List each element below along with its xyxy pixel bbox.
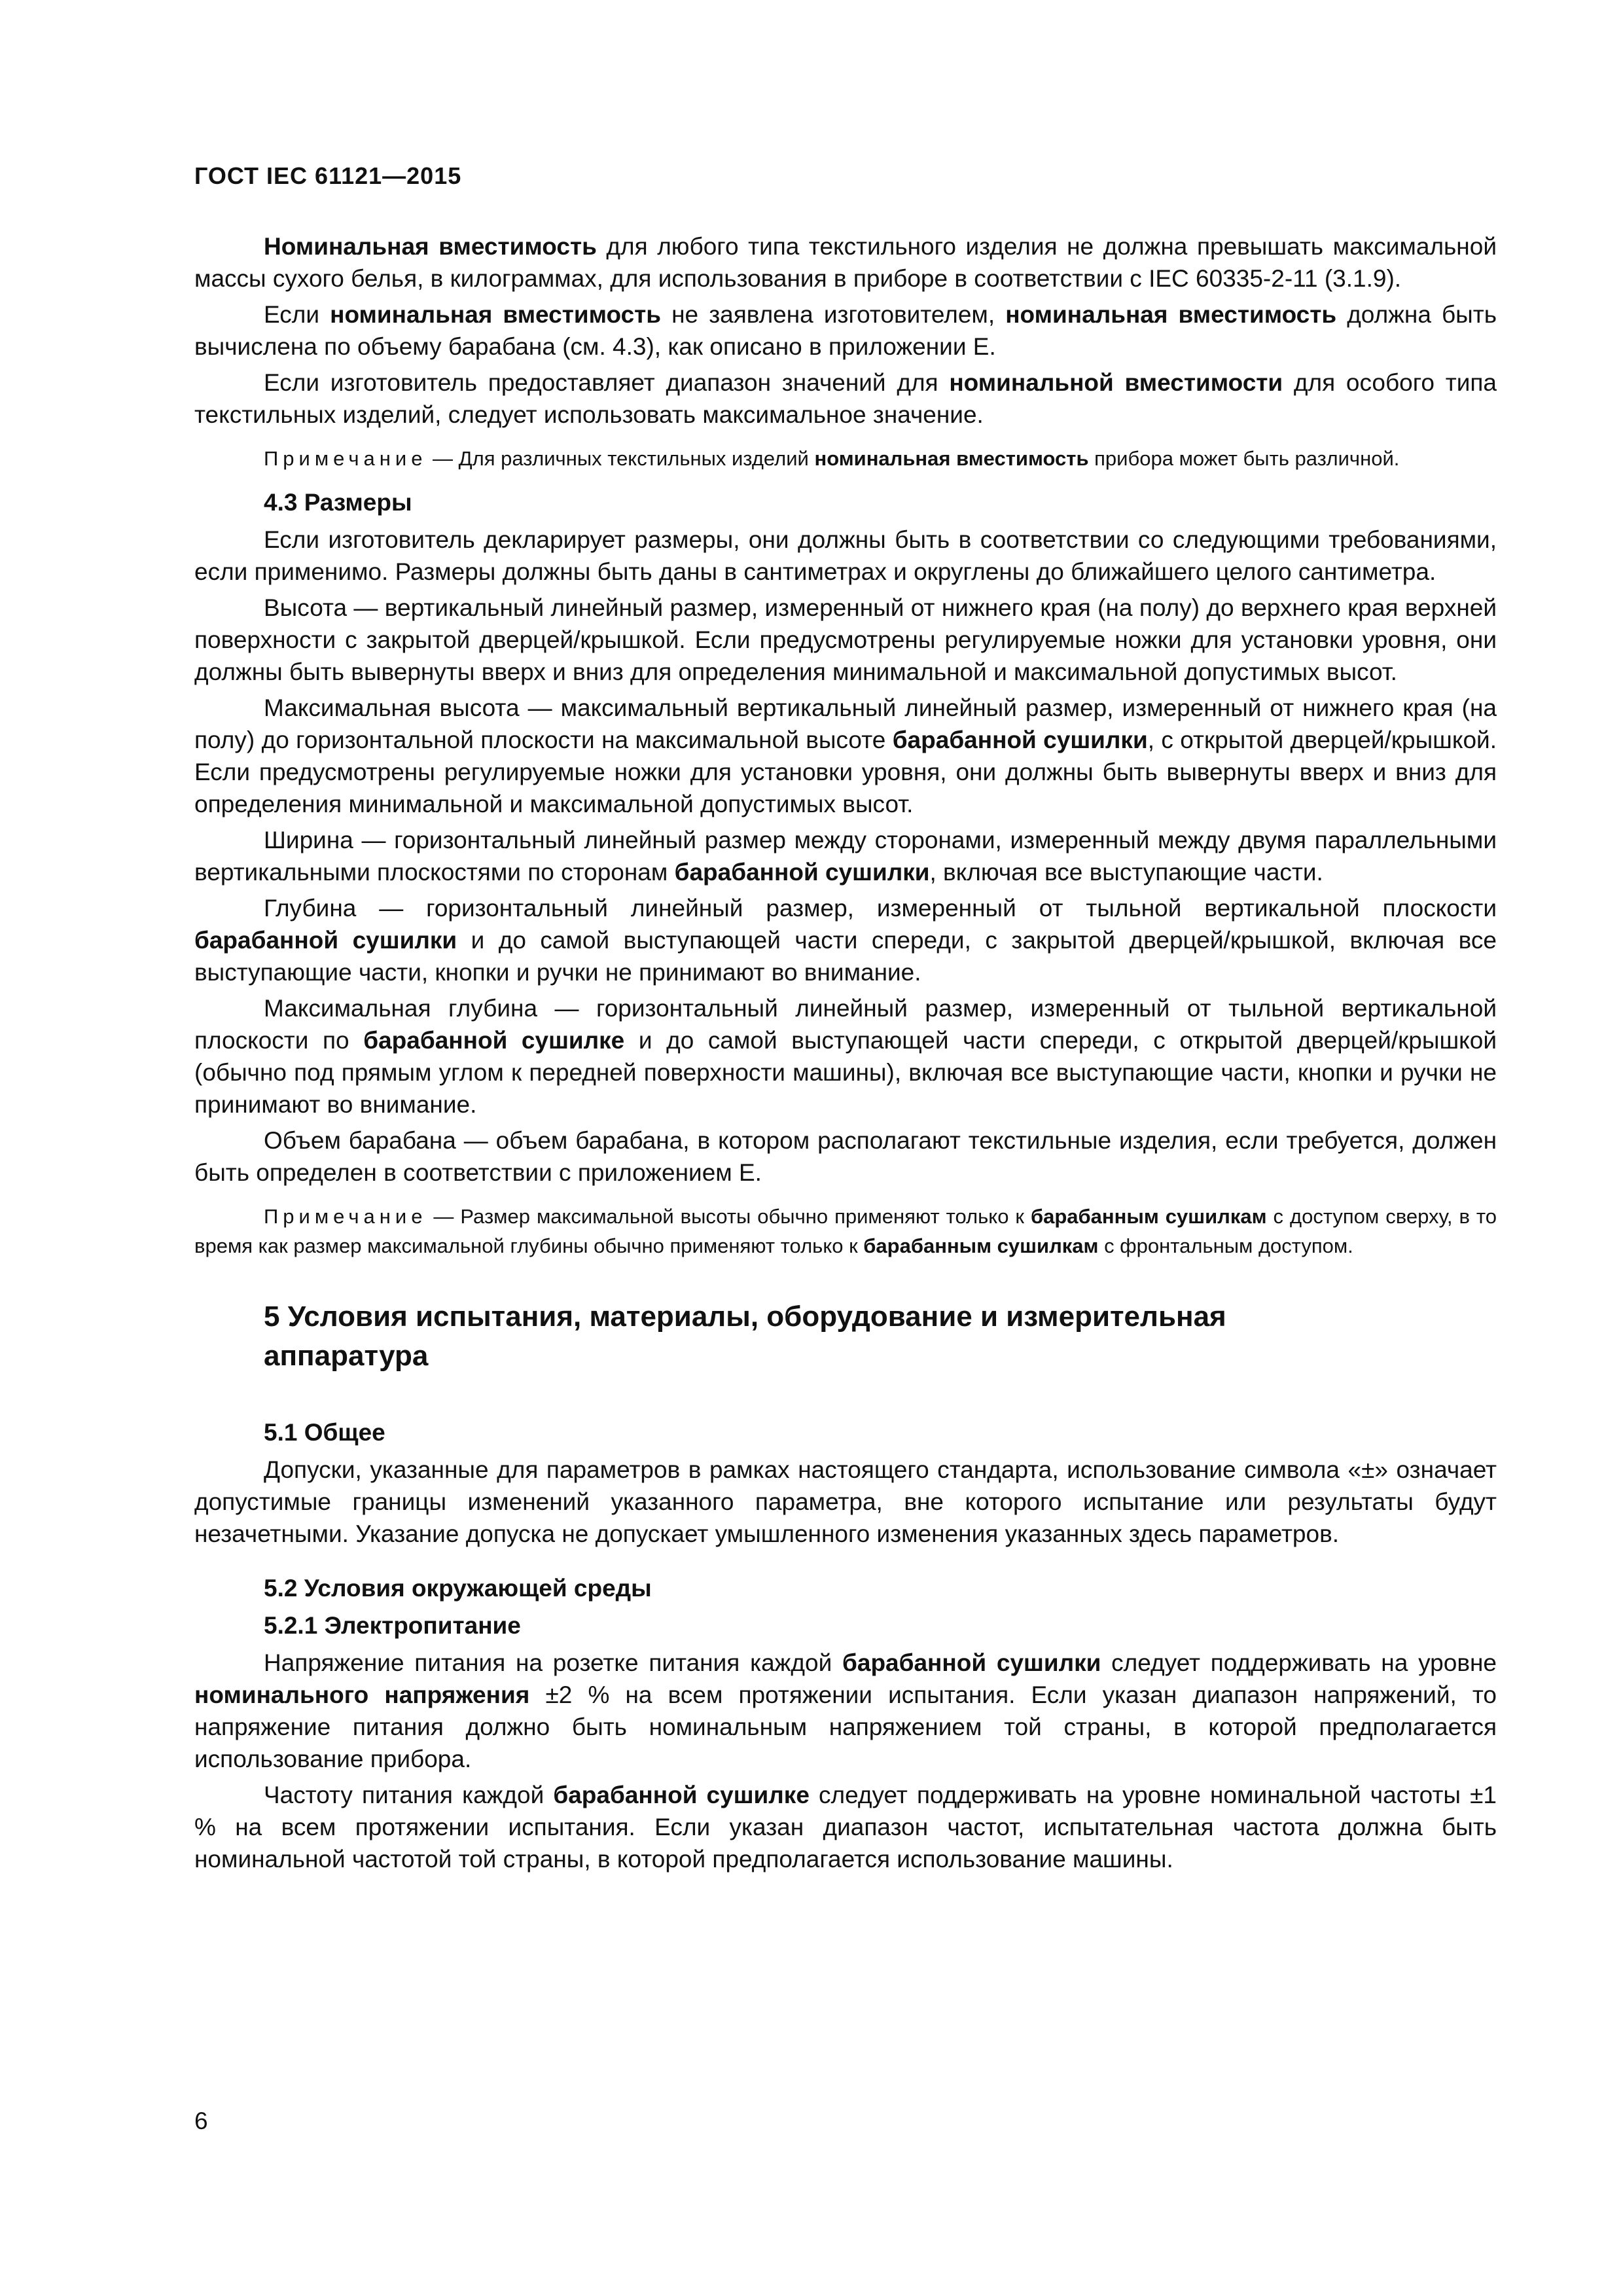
- note-dimensions: Примечание — Размер максимальной высоты обычно применяют только к барабанным сушилкам с доступом сверху, в то время как размер максимальной глубины обычно применяют только к барабанным сушилкам с фронтальным доступом.: [194, 1205, 1497, 1257]
- paragraph-width: Ширина — горизонтальный линейный размер между сторонами, измеренный между двумя параллельными вертикальными плоскостями по сторонам барабанной сушилки, включая все выступающие части.: [194, 827, 1497, 886]
- section-heading-5-1: 5.1 Общее: [264, 1419, 385, 1446]
- paragraph-supply-frequency: Частоту питания каждой барабанной сушилке следует поддерживать на уровне номинальной частоты ±1 % на всем протяжении испытания. Если указан диапазон частот, испытательная частота должна быть номинальной частотой той страны, в которой предполагается использование машины.: [194, 1782, 1497, 1873]
- section-heading-5-2-1: 5.2.1 Электропитание: [264, 1612, 521, 1639]
- paragraph-tolerances: Допуски, указанные для параметров в рамках настоящего стандарта, использование символа «±» означает допустимые границы изменений указанного параметра, вне которого испытание или результаты будут незачетными. Указание допуска не допускает умышленного изменения указанных здесь параметров.: [194, 1456, 1497, 1547]
- paragraph-rated-capacity: Номинальная вместимость для любого типа текстильного изделия не должна превышать максимальной массы сухого белья, в килограммах, для использования в приборе в соответствии с IEC 60335-2-11 (3.1.9).: [194, 233, 1497, 292]
- section-heading-5-2: 5.2 Условия окружающей среды: [264, 1575, 652, 1602]
- paragraph-rated-capacity-undeclared: Если номинальная вместимость не заявлена изготовителем, номинальная вместимость должна быть вычислена по объему барабана (см. 4.3), как описано в приложении Е.: [194, 301, 1497, 360]
- note-rated-capacity: Примечание — Для различных текстильных изделий номинальная вместимость прибора может быть различной.: [264, 447, 1400, 470]
- paragraph-supply-voltage: Напряжение питания на розетке питания каждой барабанной сушилки следует поддерживать на уровне номинального напряжения ±2 % на всем протяжении испытания. Если указан диапазон напряжений, то напряжение питания должно быть номинальным напряжением той страны, в которой предполагается использование прибора.: [194, 1649, 1497, 1772]
- page-body: [194, 230, 1497, 1879]
- paragraph-height: Высота — вертикальный линейный размер, измеренный от нижнего края (на полу) до верхнего края верхней поверхности с закрытой дверцей/крышкой. Если предусмотрены регулируемые ножки для установки уровня, они должны быть вывернуты вверх и вниз для определения минимальной и максимальной допустимых высот.: [194, 594, 1497, 685]
- paragraph-drum-volume: Объем барабана — объем барабана, в котором располагают текстильные изделия, если требуется, должен быть определен в соответствии с приложением Е.: [194, 1127, 1497, 1186]
- paragraph-max-height: Максимальная высота — максимальный вертикальный линейный размер, измеренный от нижнего края (на полу) до горизонтальной плоскости на максимальной высоте барабанной сушилки, с открытой дверцей/крышкой. Если предусмотрены регулируемые ножки для установки уровня, они должны быть вывернуты вверх и вниз для определения минимальной и максимальной допустимых высот.: [194, 694, 1497, 817]
- section-heading-4-3: 4.3 Размеры: [264, 489, 412, 516]
- page-header: ГОСТ IEC 61121—2015: [194, 162, 462, 189]
- paragraph-depth: Глубина — горизонтальный линейный размер, измеренный от тыльной вертикальной плоскости барабанной сушилки и до самой выступающей части спереди, с закрытой дверцей/крышкой, включая все выступающие части, кнопки и ручки не принимают во внимание.: [194, 895, 1497, 986]
- paragraph-rated-capacity-range: Если изготовитель предоставляет диапазон значений для номинальной вместимости для особого типа текстильных изделий, следует использовать максимальное значение.: [194, 369, 1497, 428]
- paragraph-max-depth: Максимальная глубина — горизонтальный линейный размер, измеренный от тыльной вертикальной плоскости по барабанной сушилке и до самой выступающей части спереди, с открытой дверцей/крышкой (обычно под прямым углом к передней поверхности машины), включая все выступающие части, кнопки и ручки не принимают во внимание.: [194, 995, 1497, 1118]
- paragraph-dimensions-intro: Если изготовитель декларирует размеры, они должны быть в соответствии со следующими требованиями, если применимо. Размеры должны быть даны в сантиметрах и округлены до ближайшего целого сантиметра.: [194, 526, 1497, 585]
- page-number: 6: [194, 2108, 208, 2134]
- section-heading-5: 5 Условия испытания, материалы, оборудование и измерительная аппаратура: [264, 1300, 1226, 1372]
